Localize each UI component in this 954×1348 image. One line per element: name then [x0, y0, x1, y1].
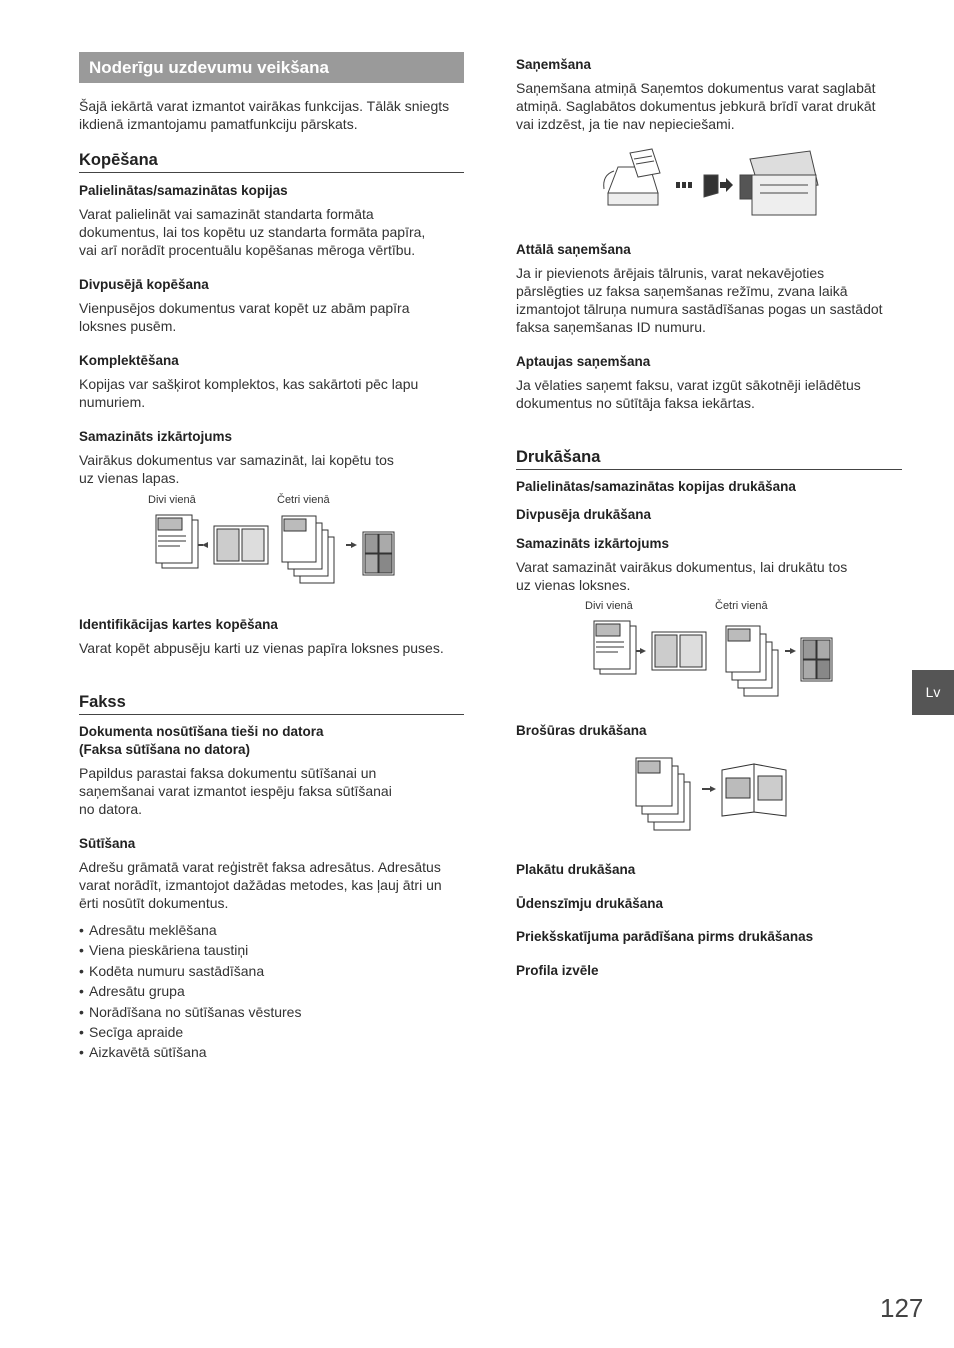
- list-item: • Kodēta numuru sastādīšana: [79, 961, 301, 981]
- print-layout-illustration: [588, 618, 838, 703]
- fax-heading: Fakss: [79, 693, 464, 715]
- preview-print-title: Priekšskatījuma parādīšana pirms drukāšanas: [516, 929, 814, 944]
- print-reduced-title: Samazināts izkārtojums: [516, 536, 670, 551]
- copy-collate-title: Komplektēšana: [79, 353, 179, 368]
- copy-enlarge-title: Palielinātas/samazinātas kopijas: [79, 183, 288, 198]
- print-fig-two-label: Divi vienā: [585, 600, 633, 612]
- print-reduced-text: Varat samazināt vairākus dokumentus, lai drukātu tos uz vienas loksnes.: [516, 559, 848, 593]
- list-item: • Aizkavētā sūtīšana: [79, 1042, 301, 1062]
- language-tab: Lv: [912, 670, 954, 715]
- list-item: • Secīga apraide: [79, 1022, 301, 1042]
- copy-enlarge-text: Varat palielināt vai samazināt standarta formāta dokumentus, lai tos kopētu uz standarta formāta papīra, vai arī norādīt procentuālu kopēšanas mēroga vērtību.: [79, 206, 426, 258]
- list-item: • Adresātu grupa: [79, 981, 301, 1001]
- copy-id-card-text: Varat kopēt abpusēju karti uz vienas papīra loksnes puses.: [79, 640, 444, 656]
- fax-receive-illustration: [600, 145, 825, 220]
- copy-fig-four-label: Četri vienā: [277, 494, 330, 506]
- sending-title: Sūtīšana: [79, 836, 136, 851]
- copy-reduced-text: Vairākus dokumentus var samazināt, lai kopētu tos uz vienas lapas.: [79, 452, 394, 486]
- remote-receive-text: Ja ir pievienots ārējais tālrunis, varat nekavējoties pārslēgties uz faksa saņemšanas režīmu, zvana laikā izmantojot tālruņa numura sastādīšanas pogas un sastādot faksa saņemšanas ID numuru.: [516, 265, 883, 335]
- booklet-print-title: Brošūras drukāšana: [516, 723, 647, 738]
- profile-select-title: Profila izvēle: [516, 963, 599, 978]
- copy-heading: Kopēšana: [79, 151, 464, 173]
- polling-receive-title: Aptaujas saņemšana: [516, 354, 651, 369]
- list-item: • Adresātu meklēšana: [79, 920, 301, 940]
- receive-title: Saņemšana: [516, 57, 592, 72]
- remote-receive-title: Attālā saņemšana: [516, 242, 631, 257]
- page-section-banner: Noderīgu uzdevumu veikšana: [79, 52, 464, 83]
- pc-fax-title: Dokumenta nosūtīšana tieši no datora (Faksa sūtīšana no datora): [79, 724, 324, 757]
- copy-id-card-title: Identifikācijas kartes kopēšana: [79, 617, 278, 632]
- sending-text: Adrešu grāmatā varat reģistrēt faksa adresātus. Adresātus varat norādīt, izmantojot dažādas metodes, kas ļauj ātri un ērti nosūtīt dokumentus.: [79, 859, 442, 911]
- copy-duplex-title: Divpusējā kopēšana: [79, 277, 209, 292]
- receive-text: Saņemšana atmiņā Saņemtos dokumentus varat saglabāt atmiņā. Saglabātos dokumentus jebkurā brīdī varat drukāt vai izdzēst, ja tie nav nepieciešami.: [516, 80, 876, 132]
- list-item: • Norādīšana no sūtīšanas vēstures: [79, 1002, 301, 1022]
- pc-fax-text: Papildus parastai faksa dokumentu sūtīšanai un saņemšanai varat izmantot iespēju faksa sūtīšanai no datora.: [79, 765, 392, 817]
- sending-features-list: [79, 920, 301, 1063]
- copy-duplex-text: Vienpusējos dokumentus varat kopēt uz abām papīra loksnes pusēm.: [79, 300, 410, 334]
- page-number: 127: [880, 1293, 924, 1323]
- print-fig-four-label: Četri vienā: [715, 600, 768, 612]
- print-heading: Drukāšana: [516, 448, 902, 470]
- copy-layout-illustration: [150, 512, 400, 597]
- intro-text: Šajā iekārtā varat izmantot vairākas funkcijas. Tālāk sniegts ikdienā izmantojamu pamatfunkciju pārskats.: [79, 98, 450, 132]
- polling-receive-text: Ja vēlaties saņemt faksu, varat izgūt sākotnēji ielādētus dokumentus no sūtītāja faksa iekārtas.: [516, 377, 861, 411]
- copy-collate-text: Kopijas var sašķirot komplektos, kas sakārtoti pēc lapu numuriem.: [79, 376, 419, 410]
- list-item: • Viena pieskāriena taustiņi: [79, 940, 301, 960]
- poster-print-title: Plakātu drukāšana: [516, 862, 636, 877]
- booklet-illustration: [630, 750, 790, 835]
- watermark-print-title: Ūdenszīmju drukāšana: [516, 896, 664, 911]
- print-duplex-title: Divpusēja drukāšana: [516, 507, 652, 522]
- print-enlarge-title: Palielinātas/samazinātas kopijas drukāšana: [516, 479, 796, 494]
- copy-reduced-title: Samazināts izkārtojums: [79, 429, 233, 444]
- copy-fig-two-label: Divi vienā: [148, 494, 196, 506]
